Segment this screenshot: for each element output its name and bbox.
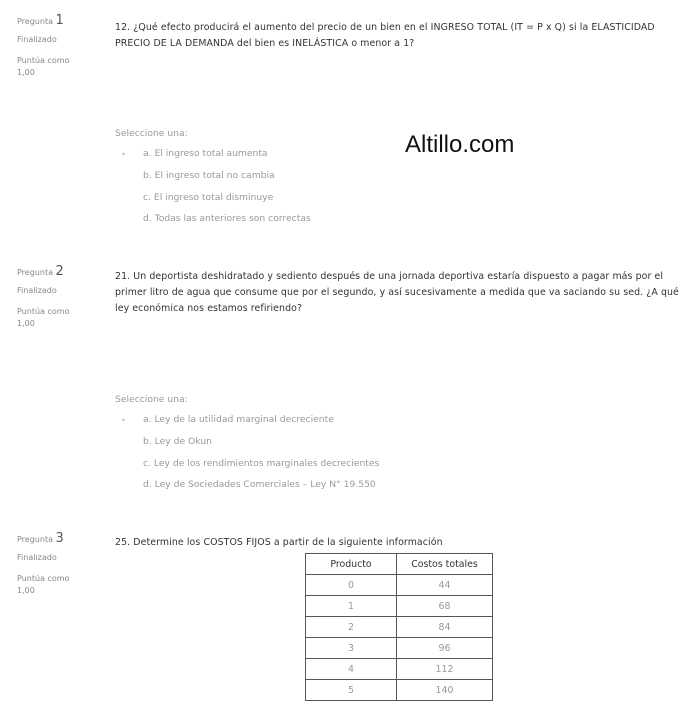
question-puntua-label: Puntúa como [17, 56, 70, 65]
question-text: 12. ¿Qué efecto producirá el aumento del precio de un bien en el INGRESO TOTAL (IT = P x Q) si la ELASTICIDAD PRECIO DE LA DEMANDA del bien es INELÁSTICA o menor a 1? [115, 22, 655, 49]
costs-table [305, 553, 493, 701]
table-row [306, 617, 493, 638]
question-score: 1,00 [17, 319, 35, 328]
question-number: 2 [55, 264, 64, 279]
table-cell: 96 [397, 638, 493, 659]
radio-bullet-icon[interactable]: • [121, 416, 126, 425]
question-number: 3 [55, 531, 64, 546]
question-puntua-label: Puntúa como [17, 574, 70, 583]
table-row [306, 638, 493, 659]
table-cell: 84 [397, 617, 493, 638]
select-label: Seleccione una: [115, 394, 188, 405]
select-label: Seleccione una: [115, 128, 188, 139]
question-label: Pregunta [17, 535, 53, 544]
table-cell: 4 [306, 659, 397, 680]
table-row [306, 680, 493, 701]
answer-option-a[interactable]: a. El ingreso total aumenta [143, 148, 268, 159]
table-cell: 1 [306, 596, 397, 617]
answer-option-c[interactable]: c. El ingreso total disminuye [143, 192, 274, 203]
table-cell: 140 [397, 680, 493, 701]
column-header-producto: Producto [306, 554, 397, 575]
table-row [306, 659, 493, 680]
question-number: 1 [55, 13, 64, 28]
question-puntua-label: Puntúa como [17, 307, 70, 316]
question-label: Pregunta [17, 268, 53, 277]
question-text: 25. Determine los COSTOS FIJOS a partir de la siguiente información [115, 537, 443, 548]
question-text: 21. Un deportista deshidratado y sediento después de una jornada deportiva estaría dispuesto a pagar más por el primer litro de agua que consume que por el segundo, y así sucesivamente a medida que va saciando su sed. ¿A qué ley económica nos estamos refiriendo? [115, 271, 679, 314]
answer-option-b[interactable]: b. El ingreso total no cambia [143, 170, 275, 181]
answer-option-c[interactable]: c. Ley de los rendimientos marginales decrecientes [143, 458, 380, 469]
answer-option-a[interactable]: a. Ley de la utilidad marginal decreciente [143, 414, 334, 425]
table-row [306, 575, 493, 596]
question-score: 1,00 [17, 68, 35, 77]
table-row [306, 596, 493, 617]
question-state: Finalizado [17, 286, 57, 295]
table-cell: 2 [306, 617, 397, 638]
answer-option-d[interactable]: d. Ley de Sociedades Comerciales – Ley N° 19.550 [143, 479, 376, 490]
question-label: Pregunta [17, 17, 53, 26]
table-cell: 68 [397, 596, 493, 617]
question-info [17, 15, 97, 79]
table-cell: 112 [397, 659, 493, 680]
question-score: 1,00 [17, 586, 35, 595]
table-cell: 5 [306, 680, 397, 701]
watermark-text: Altillo.com [405, 131, 515, 158]
answer-option-b[interactable]: b. Ley de Okun [143, 436, 212, 447]
question-info [17, 266, 97, 330]
question-info [17, 533, 97, 597]
radio-bullet-icon[interactable]: • [121, 150, 126, 159]
table-cell: 44 [397, 575, 493, 596]
question-state: Finalizado [17, 35, 57, 44]
column-header-costos: Costos totales [397, 554, 493, 575]
question-state: Finalizado [17, 553, 57, 562]
table-cell: 0 [306, 575, 397, 596]
answer-option-d[interactable]: d. Todas las anteriores son correctas [143, 213, 311, 224]
table-cell: 3 [306, 638, 397, 659]
table-header-row [306, 554, 493, 575]
